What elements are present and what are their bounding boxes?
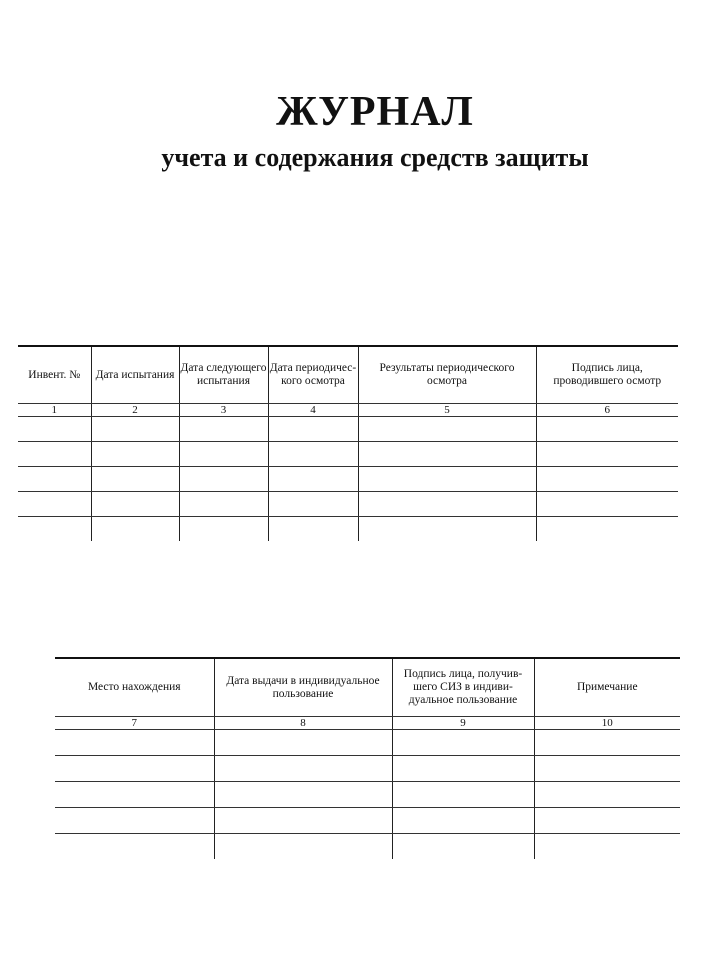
blank-cell[interactable] — [91, 417, 179, 442]
blank-cell[interactable] — [358, 417, 536, 442]
col-header-recipient-signature: Подпись лица, получив-шего СИЗ в индиви-дуальное пользование — [392, 658, 534, 717]
blank-cell[interactable] — [179, 442, 268, 467]
blank-cell[interactable] — [358, 442, 536, 467]
blank-cell[interactable] — [358, 467, 536, 492]
blank-cell[interactable] — [536, 517, 678, 542]
blank-cell[interactable] — [392, 730, 534, 756]
blank-cell[interactable] — [91, 517, 179, 542]
col-number: 10 — [534, 717, 680, 730]
col-number: 6 — [536, 404, 678, 417]
blank-cell[interactable] — [179, 492, 268, 517]
col-number: 7 — [55, 717, 214, 730]
blank-cell[interactable] — [18, 442, 91, 467]
blank-cell[interactable] — [214, 808, 392, 834]
col-header-next-test-date: Дата следующего испытания — [179, 346, 268, 404]
blank-cell[interactable] — [392, 756, 534, 782]
blank-cell[interactable] — [179, 467, 268, 492]
blank-cell[interactable] — [534, 834, 680, 860]
blank-cell[interactable] — [55, 756, 214, 782]
blank-cell[interactable] — [55, 730, 214, 756]
col-number: 5 — [358, 404, 536, 417]
blank-cell[interactable] — [18, 492, 91, 517]
col-header-inspector-signature: Подпись лица, проводившего осмотр — [536, 346, 678, 404]
blank-cell[interactable] — [534, 808, 680, 834]
blank-cell[interactable] — [536, 492, 678, 517]
blank-cell[interactable] — [91, 442, 179, 467]
col-header-inspection-results: Результаты периодического осмотра — [358, 346, 536, 404]
blank-cell[interactable] — [358, 517, 536, 542]
table-inspection — [18, 345, 678, 541]
blank-cell[interactable] — [268, 492, 358, 517]
table-row — [55, 756, 680, 782]
blank-cell[interactable] — [392, 834, 534, 860]
col-number: 8 — [214, 717, 392, 730]
col-number: 2 — [91, 404, 179, 417]
blank-cell[interactable] — [214, 756, 392, 782]
blank-cell[interactable] — [392, 782, 534, 808]
blank-cell[interactable] — [534, 782, 680, 808]
table-row — [18, 467, 678, 492]
blank-cell[interactable] — [268, 417, 358, 442]
blank-cell[interactable] — [179, 417, 268, 442]
blank-cell[interactable] — [18, 417, 91, 442]
blank-cell[interactable] — [536, 467, 678, 492]
blank-cell[interactable] — [55, 834, 214, 860]
col-number: 9 — [392, 717, 534, 730]
blank-cell[interactable] — [55, 782, 214, 808]
table-row — [18, 442, 678, 467]
table-row — [18, 517, 678, 542]
blank-cell[interactable] — [536, 417, 678, 442]
col-header-issue-date: Дата выдачи в индивидуальное пользование — [214, 658, 392, 717]
blank-cell[interactable] — [214, 782, 392, 808]
col-header-location: Место нахождения — [55, 658, 214, 717]
table-issuance — [55, 657, 680, 859]
table-row — [18, 492, 678, 517]
table-row — [18, 417, 678, 442]
blank-cell[interactable] — [268, 467, 358, 492]
col-number: 4 — [268, 404, 358, 417]
blank-cell[interactable] — [179, 517, 268, 542]
col-number: 1 — [18, 404, 91, 417]
journal-subtitle: учета и содержания средств защиты — [161, 143, 589, 172]
blank-cell[interactable] — [268, 517, 358, 542]
blank-cell[interactable] — [91, 492, 179, 517]
col-header-inventory: Инвент. № — [18, 346, 91, 404]
blank-cell[interactable] — [18, 467, 91, 492]
col-header-inspection-date: Дата периодичес-кого осмотра — [268, 346, 358, 404]
blank-cell[interactable] — [18, 517, 91, 542]
blank-cell[interactable] — [91, 467, 179, 492]
table-row — [55, 808, 680, 834]
blank-cell[interactable] — [392, 808, 534, 834]
col-header-test-date: Дата испытания — [91, 346, 179, 404]
col-number: 3 — [179, 404, 268, 417]
table-row — [55, 730, 680, 756]
blank-cell[interactable] — [214, 730, 392, 756]
journal-title: ЖУРНАЛ — [276, 89, 474, 135]
table-row — [55, 782, 680, 808]
blank-cell[interactable] — [358, 492, 536, 517]
blank-cell[interactable] — [534, 756, 680, 782]
blank-cell[interactable] — [268, 442, 358, 467]
blank-cell[interactable] — [536, 442, 678, 467]
col-header-note: Примечание — [534, 658, 680, 717]
table-row — [55, 834, 680, 860]
blank-cell[interactable] — [534, 730, 680, 756]
blank-cell[interactable] — [55, 808, 214, 834]
blank-cell[interactable] — [214, 834, 392, 860]
